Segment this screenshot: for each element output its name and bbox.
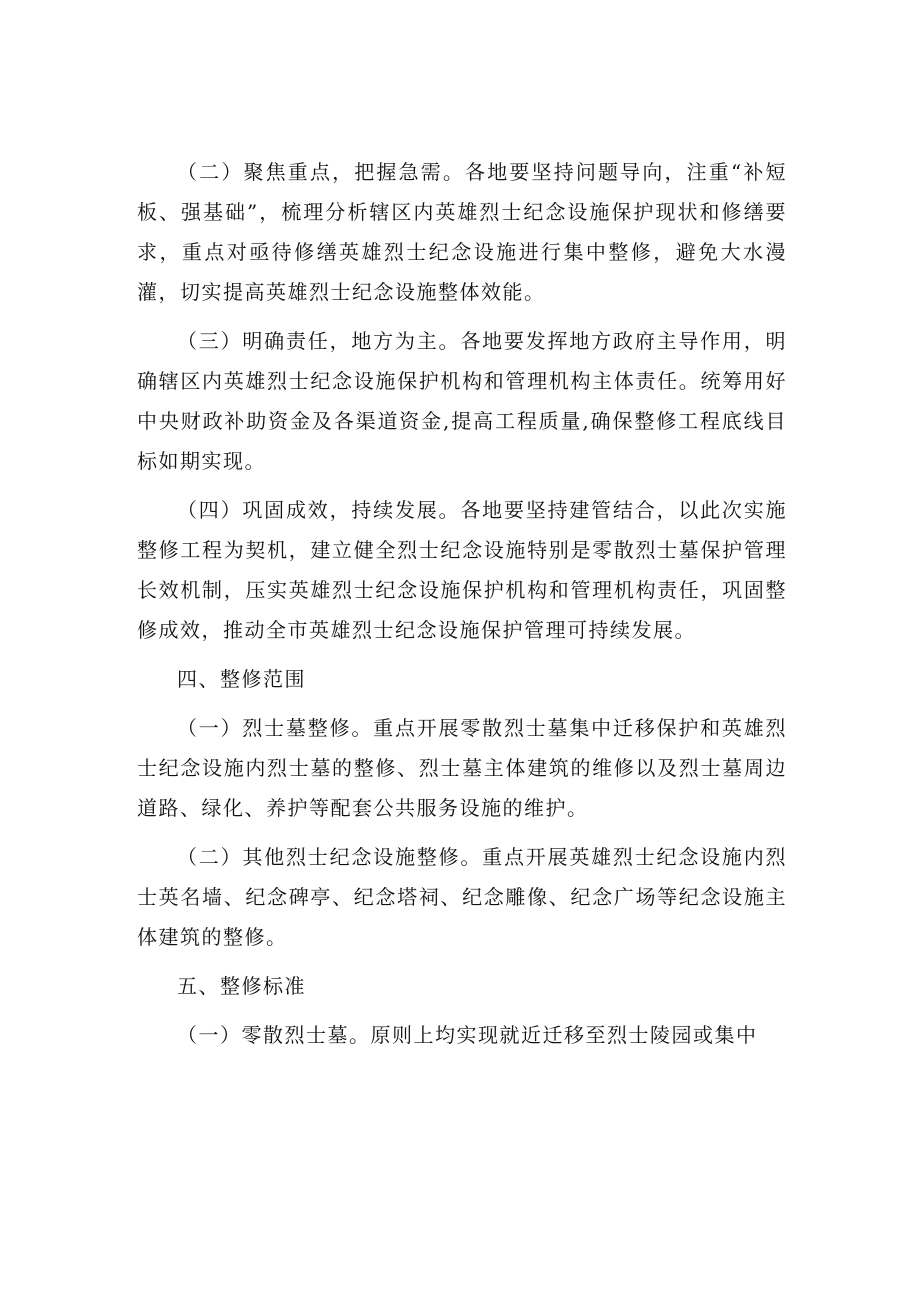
paragraph-martyr-tomb-repair: （一）烈士墓整修。重点开展零散烈士墓集中迁移保护和英雄烈士纪念设施内烈士墓的整修、烈士墓主体建筑的维修以及烈士墓周边道路、绿化、养护等配套公共服务设施的维护。 xyxy=(137,716,787,820)
paragraph-focus-key-points: （二）聚焦重点，把握急需。各地要坚持问题导向，注重“补短板、强基础”，梳理分析辖区内英雄烈士纪念设施保护现状和修缮要求，重点对亟待修缮英雄烈士纪念设施进行集中整修，避免大水漫灌，切实提高英雄烈士纪念设施整体效能。 xyxy=(137,160,787,304)
section-heading-scope: 四、整修范围 xyxy=(177,667,306,691)
section-heading-standards: 五、整修标准 xyxy=(177,974,306,998)
document-body xyxy=(137,152,787,1064)
paragraph-clarify-responsibility: （三）明确责任，地方为主。各地要发挥地方政府主导作用，明确辖区内英雄烈士纪念设施保护机构和管理机构主体责任。统筹用好中央财政补助资金及各渠道资金,提高工程质量,确保整修工程底线目标如期实现。 xyxy=(137,329,787,473)
paragraph-scattered-tombs: （一）零散烈士墓。原则上均实现就近迁移至烈士陵园或集中 xyxy=(177,1023,758,1047)
paragraph-consolidate-results: （四）巩固成效，持续发展。各地要坚持建管结合，以此次实施整修工程为契机，建立健全烈士纪念设施特别是零散烈士墓保护管理长效机制，压实英雄烈士纪念设施保护机构和管理机构责任，巩固整修成效，推动全市英雄烈士纪念设施保护管理可持续发展。 xyxy=(137,498,787,642)
paragraph-other-facilities-repair: （二）其他烈士纪念设施整修。重点开展英雄烈士纪念设施内烈士英名墙、纪念碑亭、纪念塔祠、纪念雕像、纪念广场等纪念设施主体建筑的整修。 xyxy=(137,845,787,949)
